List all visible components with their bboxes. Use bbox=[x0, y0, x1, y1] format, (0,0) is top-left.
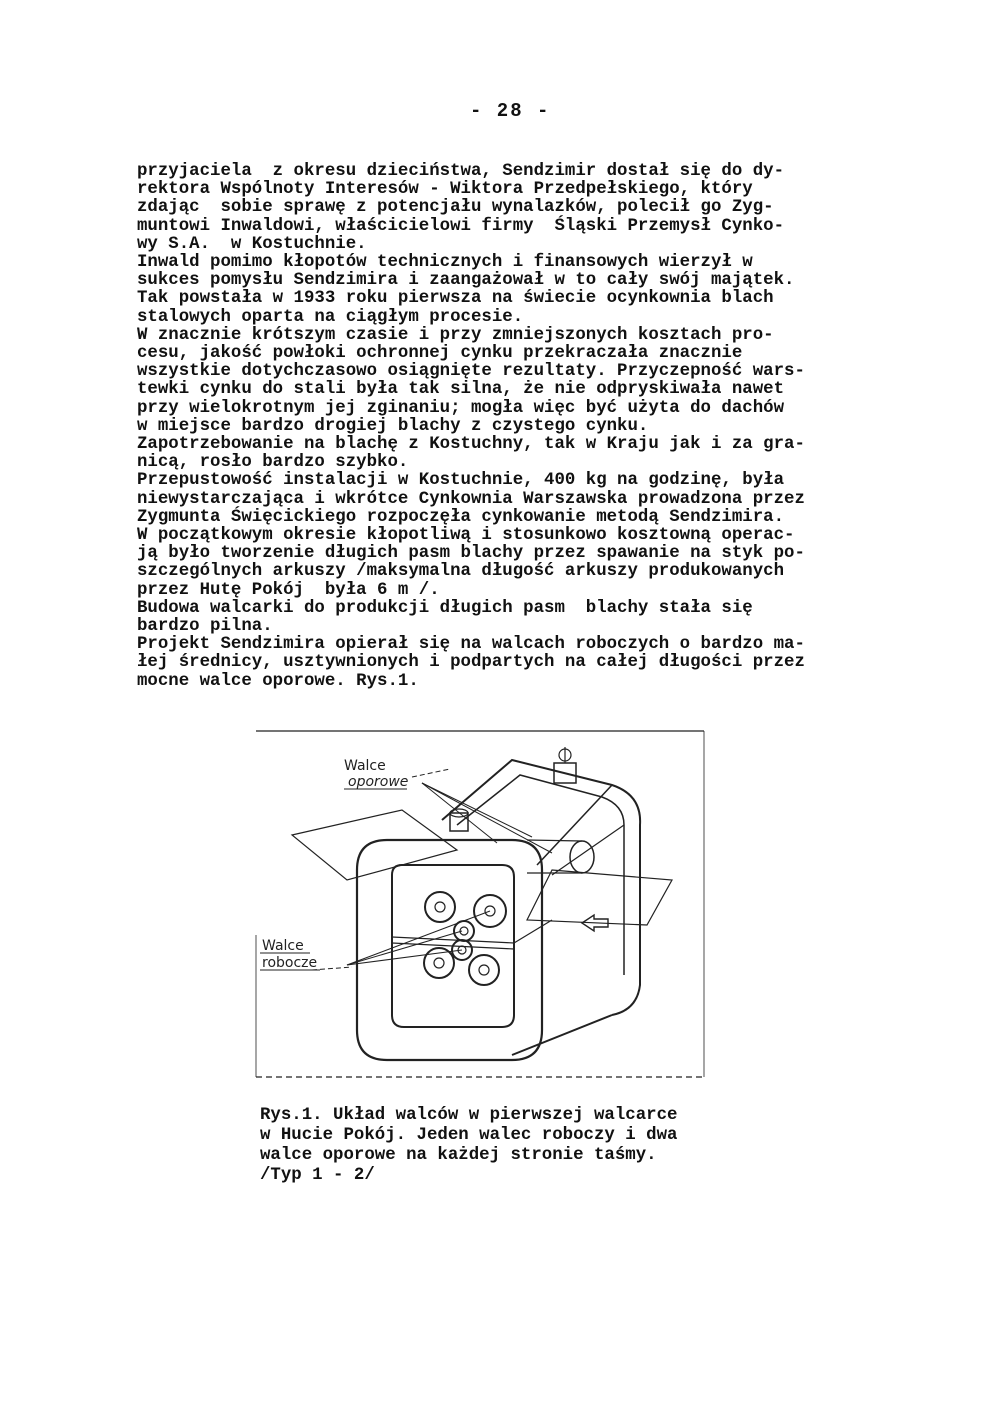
text-line: wy S.A. w Kostuchnie. bbox=[137, 234, 367, 254]
text-line: tewki cynku do stali była tak silna, że nie odpryskiwała nawet bbox=[137, 380, 785, 400]
text-line: ją było tworzenie długich pasm blachy przez spawanie na styk po- bbox=[137, 544, 805, 564]
text-line: Inwald pomimo kłopotów technicznych i finansowych wierzył w bbox=[137, 253, 753, 273]
text-line: mocne walce oporowe. Rys.1. bbox=[137, 671, 419, 691]
page-number: - 28 - bbox=[470, 100, 551, 122]
text-line: Przepustowość instalacji w Kostuchnie, 400 kg na godzinę, była bbox=[137, 471, 785, 491]
text-line: bardzo pilna. bbox=[137, 617, 273, 637]
text-line: sukces pomysłu Sendzimira i zaangażował w to cały swój majątek. bbox=[137, 271, 795, 291]
text-line: Projekt Sendzimira opierał się na walcach roboczych o bardzo ma- bbox=[137, 635, 805, 655]
rolling-mill-drawing bbox=[252, 725, 707, 1083]
text-line: w miejsce bardzo drogiej blachy z czystego cynku. bbox=[137, 416, 649, 436]
text-line: szczególnych arkuszy /maksymalna długość arkuszy produkowanych bbox=[137, 562, 785, 582]
text-line: W znacznie krótszym czasie i przy zmniejszonych kosztach pro- bbox=[137, 325, 774, 345]
label-backup-rolls: Walce bbox=[344, 758, 386, 774]
caption-line: /Typ 1 - 2/ bbox=[260, 1166, 375, 1185]
text-line: nicą, rosło bardzo szybko. bbox=[137, 453, 409, 473]
text-line: niewystarczająca i wkrótce Cynkownia Warszawska prowadzona przez bbox=[137, 489, 805, 509]
text-line: przez Hutę Pokój była 6 m /. bbox=[137, 580, 440, 600]
text-line: stalowych oparta na ciągłym procesie. bbox=[137, 307, 524, 327]
text-line: przy wielokrotnym jej zginaniu; mogła więc być użyta do dachów bbox=[137, 398, 785, 418]
text-line: zdając sobie sprawę z potencjału wynalazków, polecił go Zyg- bbox=[137, 198, 774, 218]
caption-line: Rys.1. Układ walców w pierwszej walcarce bbox=[260, 1106, 678, 1125]
figure-caption bbox=[260, 1106, 780, 1186]
text-line: Tak powstała w 1933 roku pierwsza na świecie ocynkownia blach bbox=[137, 289, 774, 309]
text-line: przyjaciela z okresu dzieciństwa, Sendzimir dostał się do dy- bbox=[137, 162, 785, 181]
backup-roll-lower-right bbox=[469, 955, 499, 985]
work-roll-upper bbox=[454, 921, 474, 941]
text-line: rektora Wspólnoty Interesów - Wiktora Przedpełskiego, który bbox=[137, 180, 753, 200]
text-line: łej średnicy, usztywnionych i podpartych na całej długości przez bbox=[137, 653, 805, 673]
text-line: muntowi Inwaldowi, właścicielowi firmy Śląski Przemysł Cynko- bbox=[137, 216, 785, 236]
backup-roll-rear bbox=[570, 841, 594, 873]
text-line: cesu, jakość powłoki ochronnej cynku przekraczała znacznie bbox=[137, 344, 743, 364]
label-work-rolls: Walce bbox=[262, 938, 304, 954]
caption-line: walce oporowe na każdej stronie taśmy. bbox=[260, 1146, 657, 1165]
body-text bbox=[137, 163, 877, 691]
strip-sheet-left bbox=[292, 810, 457, 880]
text-line: Budowa walcarki do produkcji długich pasm blachy stała się bbox=[137, 598, 753, 618]
text-line: W początkowym okresie kłopotliwą i stosunkowo kosztowną operac- bbox=[137, 526, 795, 546]
label-work-rolls-line2: robocze bbox=[262, 955, 318, 971]
strip-sheet-right bbox=[527, 870, 672, 925]
text-line: Zapotrzebowanie na blachę z Kostuchny, tak w Kraju jak i za gra- bbox=[137, 435, 805, 455]
label-backup-rolls-line2: oporowe bbox=[348, 774, 409, 790]
backup-roll-upper-left bbox=[425, 892, 455, 922]
text-line: wszystkie dotychczasowo osiągnięte rezultaty. Przyczepność wars- bbox=[137, 362, 805, 382]
rolling-mill-figure bbox=[252, 725, 707, 1083]
caption-line: w Hucie Pokój. Jeden walec roboczy i dwa bbox=[260, 1126, 678, 1145]
text-line: Zygmunta Święcickiego rozpoczęła cynkowanie metodą Sendzimira. bbox=[137, 507, 785, 527]
